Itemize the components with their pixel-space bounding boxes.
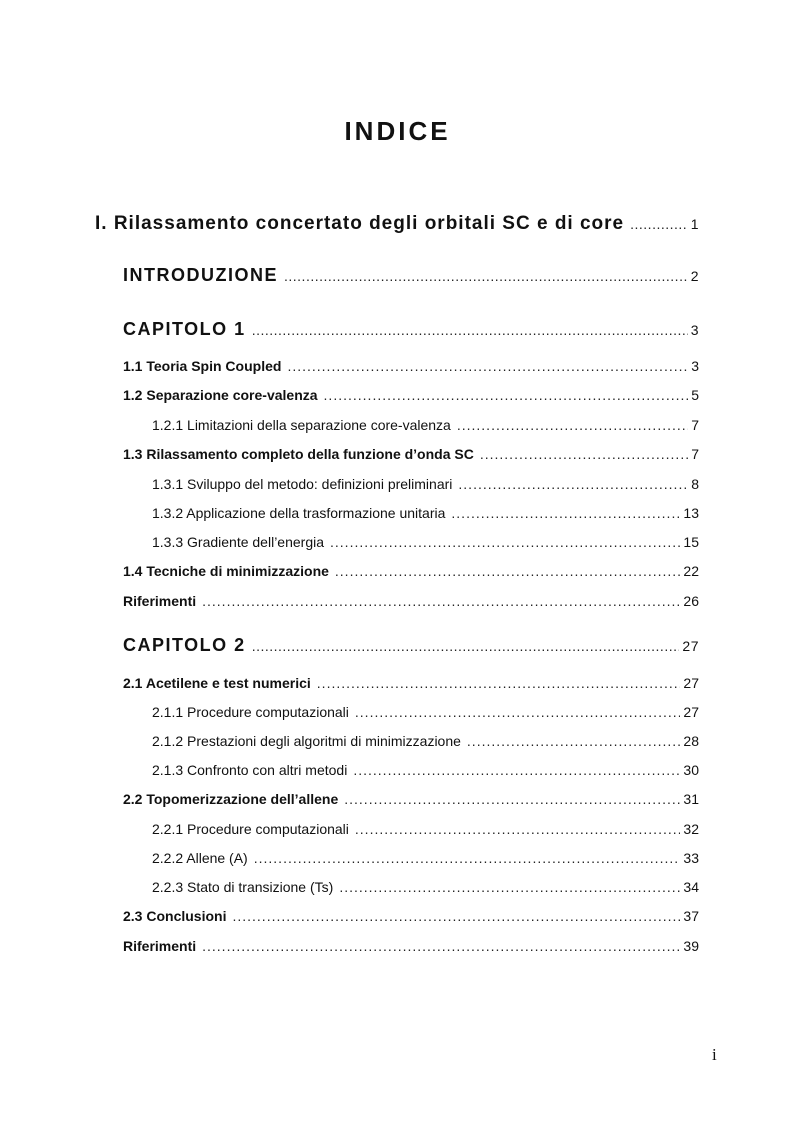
toc-entry-section[interactable] bbox=[123, 358, 699, 374]
toc-entry-label: 2.3 Conclusioni bbox=[123, 908, 227, 924]
toc-entry-page: 30 bbox=[683, 762, 699, 778]
toc-entry-page: 15 bbox=[683, 534, 699, 550]
toc-entry-label: 2.1.2 Prestazioni degli algoritmi di minimizzazione bbox=[152, 733, 461, 749]
toc-entry-page: 26 bbox=[683, 593, 699, 609]
toc-entry-chapter[interactable] bbox=[123, 319, 699, 340]
toc-entry-subsection[interactable] bbox=[152, 821, 699, 837]
toc-entry-chapter[interactable] bbox=[123, 635, 699, 656]
toc-entry-subsection[interactable] bbox=[152, 850, 699, 866]
toc-entry-label: I. Rilassamento concertato degli orbitali SC e di core bbox=[95, 213, 625, 234]
toc-entry-label: 1.4 Tecniche di minimizzazione bbox=[123, 563, 329, 579]
dot-leader bbox=[353, 762, 680, 778]
dot-leader bbox=[284, 268, 688, 284]
toc-entry-part[interactable] bbox=[95, 213, 699, 235]
dot-leader bbox=[252, 638, 680, 654]
toc-entry-page: 27 bbox=[683, 675, 699, 691]
toc-entry-subsection[interactable] bbox=[152, 762, 699, 778]
toc-entry-section[interactable] bbox=[123, 938, 699, 954]
dot-leader bbox=[457, 417, 688, 433]
dot-leader bbox=[480, 446, 688, 462]
toc-entry-page: 37 bbox=[683, 908, 699, 924]
dot-leader bbox=[344, 791, 680, 807]
dot-leader bbox=[252, 322, 688, 338]
toc-entry-label: 2.1.1 Procedure computazionali bbox=[152, 704, 349, 720]
toc-entry-page: 34 bbox=[683, 879, 699, 895]
toc-entry-subsection[interactable] bbox=[152, 476, 699, 492]
toc-entry-page: 31 bbox=[683, 791, 699, 807]
toc-entry-page: 33 bbox=[683, 850, 699, 866]
toc-entry-page: 7 bbox=[691, 417, 699, 433]
toc-entry-page: 28 bbox=[683, 733, 699, 749]
toc-entry-page: 13 bbox=[683, 505, 699, 521]
toc-entry-section[interactable] bbox=[123, 908, 699, 924]
dot-leader bbox=[458, 476, 688, 492]
toc-entry-section[interactable] bbox=[123, 563, 699, 579]
toc-entry-page: 8 bbox=[691, 476, 699, 492]
dot-leader bbox=[202, 593, 680, 609]
toc-entry-label: 1.3.3 Gradiente dell’energia bbox=[152, 534, 325, 550]
toc-entry-page: 7 bbox=[691, 446, 699, 462]
toc-entry-section[interactable] bbox=[123, 675, 699, 691]
toc-entry-label: 2.2.2 Allene (A) bbox=[152, 850, 248, 866]
toc-entry-label: CAPITOLO 1 bbox=[123, 319, 246, 339]
toc-entry-section[interactable] bbox=[123, 387, 699, 403]
toc-entry-subsection[interactable] bbox=[152, 704, 699, 720]
dot-leader bbox=[355, 704, 681, 720]
dot-leader bbox=[630, 216, 688, 232]
toc-entry-page: 27 bbox=[682, 638, 699, 654]
toc-entry-section[interactable] bbox=[123, 446, 699, 462]
dot-leader bbox=[254, 850, 681, 866]
dot-leader bbox=[451, 505, 680, 521]
toc-entry-label: 1.2 Separazione core-valenza bbox=[123, 387, 318, 403]
dot-leader bbox=[232, 908, 680, 924]
page-number: i bbox=[712, 1045, 717, 1064]
toc-entry-page: 39 bbox=[683, 938, 699, 954]
toc-entry-label: CAPITOLO 2 bbox=[123, 635, 246, 655]
toc-entry-section[interactable] bbox=[123, 593, 699, 609]
toc-entry-subsection[interactable] bbox=[152, 417, 699, 433]
toc-entry-label: 1.3.2 Applicazione della trasformazione unitaria bbox=[152, 505, 446, 521]
toc-entry-page: 27 bbox=[683, 704, 699, 720]
toc-entry-subsection[interactable] bbox=[152, 534, 699, 550]
toc-entry-subsection[interactable] bbox=[152, 505, 699, 521]
toc-entry-label: 1.2.1 Limitazioni della separazione core-valenza bbox=[152, 417, 451, 433]
dot-leader bbox=[324, 387, 689, 403]
toc-entry-label: Riferimenti bbox=[123, 938, 197, 954]
toc-entry-page: 3 bbox=[690, 322, 699, 338]
toc-entry-label: 1.3.1 Sviluppo del metodo: definizioni preliminari bbox=[152, 476, 453, 492]
toc-entry-subsection[interactable] bbox=[152, 733, 699, 749]
toc-entry-label: 2.2.1 Procedure computazionali bbox=[152, 821, 349, 837]
dot-leader bbox=[330, 534, 680, 550]
toc-entry-subsection[interactable] bbox=[152, 879, 699, 895]
dot-leader bbox=[339, 879, 680, 895]
toc-entry-page: 3 bbox=[691, 358, 699, 374]
dot-leader bbox=[467, 733, 681, 749]
dot-leader bbox=[355, 821, 681, 837]
page-title: INDICE bbox=[344, 116, 451, 146]
dot-leader bbox=[202, 938, 680, 954]
dot-leader bbox=[287, 358, 688, 374]
toc-entry-section[interactable] bbox=[123, 791, 699, 807]
toc-entry-chapter[interactable] bbox=[123, 265, 699, 286]
toc-entry-label: 1.1 Teoria Spin Coupled bbox=[123, 358, 282, 374]
toc-entry-page: 5 bbox=[691, 387, 699, 403]
toc-entry-page: 2 bbox=[690, 268, 699, 284]
toc-entry-page: 32 bbox=[683, 821, 699, 837]
toc-entry-page: 22 bbox=[683, 563, 699, 579]
dot-leader bbox=[317, 675, 681, 691]
toc-entry-label: 2.2 Topomerizzazione dell’allene bbox=[123, 791, 339, 807]
toc-entry-label: 2.1 Acetilene e test numerici bbox=[123, 675, 311, 691]
dot-leader bbox=[335, 563, 681, 579]
toc-entry-label: 2.2.3 Stato di transizione (Ts) bbox=[152, 879, 334, 895]
toc-entry-label: 2.1.3 Confronto con altri metodi bbox=[152, 762, 348, 778]
toc-entry-page: 1 bbox=[690, 216, 699, 232]
toc-entry-label: 1.3 Rilassamento completo della funzione d’onda SC bbox=[123, 446, 474, 462]
toc-entry-label: INTRODUZIONE bbox=[123, 265, 278, 285]
toc-entry-label: Riferimenti bbox=[123, 593, 197, 609]
